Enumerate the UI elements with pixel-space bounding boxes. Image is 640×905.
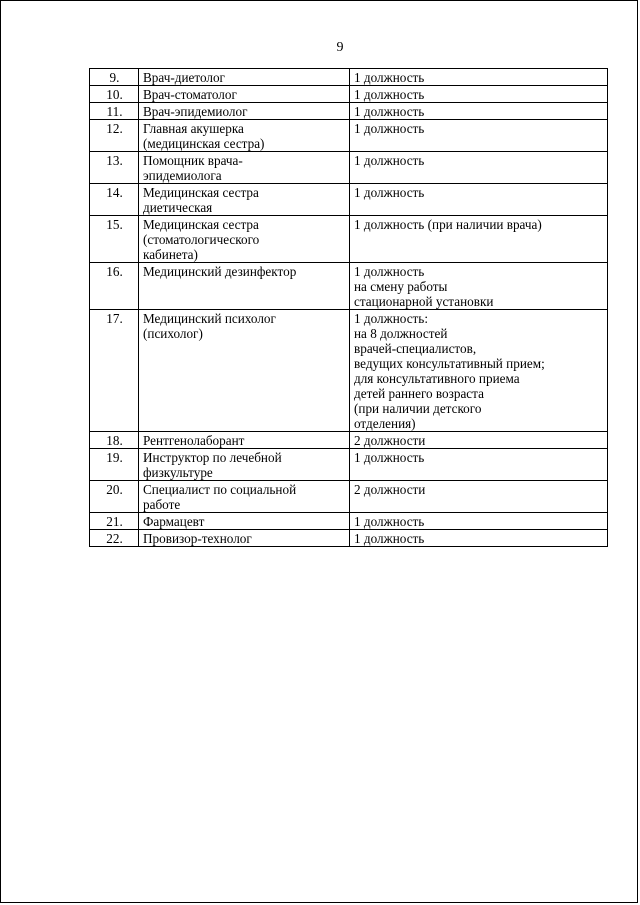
row-number: 18.: [90, 432, 139, 449]
position-title: Провизор-технолог: [143, 531, 252, 546]
table-row: [90, 86, 608, 103]
staff-count-cell: 2 должности: [350, 432, 608, 449]
position-cell: [139, 184, 350, 216]
position-cell: [139, 86, 350, 103]
position-title: Медицинская сестра (стоматологического кабинета): [143, 217, 260, 262]
staff-count-cell: 1 должность: на 8 должностей врачей-специалистов, ведущих консультативный прием; для консультативного приема детей раннего возраста (при наличии детского отделения): [350, 310, 608, 432]
staff-count-cell: 1 должность: [350, 449, 608, 481]
table-row: [90, 69, 608, 86]
table-row: [90, 432, 608, 449]
row-number: 13.: [90, 152, 139, 184]
row-number: 21.: [90, 513, 139, 530]
position-cell: [139, 481, 350, 513]
staff-table: [89, 68, 608, 547]
position-title: Врач-стоматолог: [143, 87, 237, 102]
position-cell: [139, 432, 350, 449]
staff-count-cell: 1 должность: [350, 69, 608, 86]
table-row: [90, 530, 608, 547]
position-cell: [139, 513, 350, 530]
position-title: Помощник врача- эпидемиолога: [143, 153, 243, 183]
staff-count-cell: 1 должность: [350, 152, 608, 184]
table-row: [90, 263, 608, 310]
table-row: [90, 152, 608, 184]
table-row: [90, 120, 608, 152]
table-row: [90, 184, 608, 216]
position-cell: [139, 120, 350, 152]
table-row: [90, 103, 608, 120]
position-cell: [139, 69, 350, 86]
row-number: 17.: [90, 310, 139, 432]
row-number: 19.: [90, 449, 139, 481]
table-row: [90, 481, 608, 513]
table-body: [90, 69, 608, 547]
position-title: Медицинский психолог (психолог): [143, 311, 276, 341]
table-row: [90, 216, 608, 263]
position-title: Врач-диетолог: [143, 70, 225, 85]
staff-count-cell: 1 должность: [350, 86, 608, 103]
position-title: Медицинская сестра диетическая: [143, 185, 259, 215]
position-title: Медицинский дезинфектор: [143, 264, 297, 279]
position-title: Врач-эпидемиолог: [143, 104, 248, 119]
row-number: 9.: [90, 69, 139, 86]
row-number: 22.: [90, 530, 139, 547]
position-cell: [139, 310, 350, 432]
staff-count-cell: 1 должность: [350, 513, 608, 530]
position-title: Фармацевт: [143, 514, 205, 529]
staff-count-cell: 1 должность: [350, 530, 608, 547]
position-cell: [139, 152, 350, 184]
position-cell: [139, 216, 350, 263]
position-cell: [139, 530, 350, 547]
table-row: [90, 449, 608, 481]
staff-count-cell: 1 должность на смену работы стационарной установки: [350, 263, 608, 310]
table-row: [90, 513, 608, 530]
position-title: Главная акушерка (медицинская сестра): [143, 121, 265, 151]
position-title: Рентгенолаборант: [143, 433, 245, 448]
position-title: Специалист по социальной работе: [143, 482, 297, 512]
staff-count-cell: 2 должности: [350, 481, 608, 513]
position-cell: [139, 263, 350, 310]
staff-count-cell: 1 должность: [350, 103, 608, 120]
staff-count-cell: 1 должность (при наличии врача): [350, 216, 608, 263]
table-row: [90, 310, 608, 432]
row-number: 20.: [90, 481, 139, 513]
row-number: 10.: [90, 86, 139, 103]
position-cell: [139, 449, 350, 481]
position-cell: [139, 103, 350, 120]
row-number: 15.: [90, 216, 139, 263]
row-number: 12.: [90, 120, 139, 152]
row-number: 16.: [90, 263, 139, 310]
row-number: 11.: [90, 103, 139, 120]
position-title: Инструктор по лечебной физкультуре: [143, 450, 282, 480]
staff-count-cell: 1 должность: [350, 120, 608, 152]
staff-count-cell: 1 должность: [350, 184, 608, 216]
row-number: 14.: [90, 184, 139, 216]
page-number: 9: [336, 40, 344, 55]
